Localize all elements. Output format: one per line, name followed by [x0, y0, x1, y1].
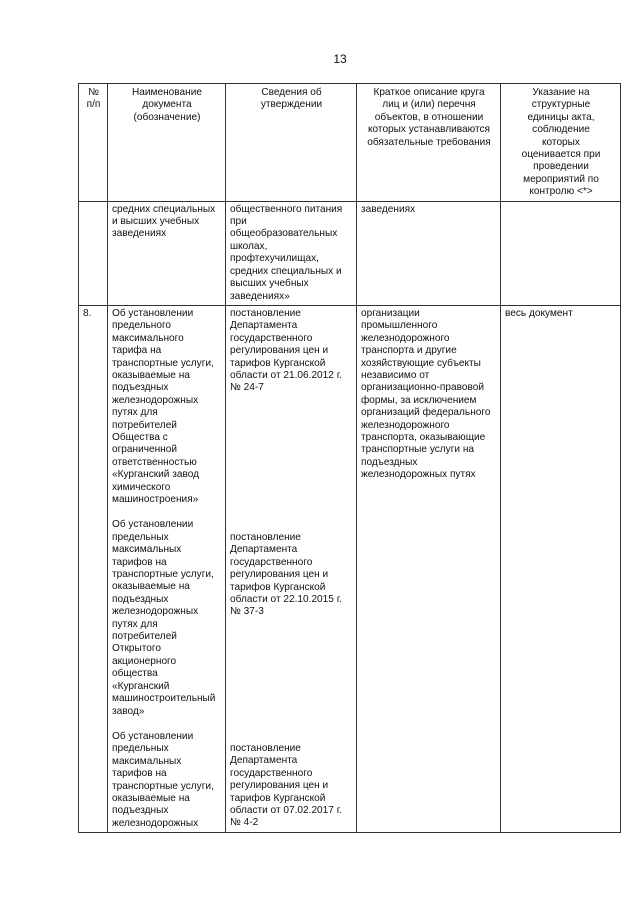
header-description: Краткое описание круга лиц и (или) перечня объектов, в отношении которых устанавливаются обязательные требования	[357, 84, 501, 202]
cell-structural-units: весь документ	[501, 305, 621, 832]
cell-approval-infos	[226, 305, 357, 832]
approval-info-2: постановление Департамента государственного регулирования цен и тарифов Курганской области от 22.10.2015 г. № 37-3	[230, 531, 342, 618]
header-approval-info: Сведения об утверждении	[226, 84, 357, 202]
requirements-table	[78, 83, 621, 833]
cell-description: организации промышленного железнодорожного транспорта и другие хозяйствующие субъекты независимо от организационно-правовой формы, за исключением организаций федерального железнодорожного транспорта, оказывающие транспортные услуги на подъездных железнодорожных путях	[357, 305, 501, 832]
cell-document-names	[108, 305, 226, 832]
approval-info-1: постановление Департамента государственного регулирования цен и тарифов Курганской области от 21.06.2012 г. № 24-7	[230, 307, 342, 394]
cell-number: 8.	[79, 305, 108, 832]
header-number: № п/п	[79, 84, 108, 202]
cell-approval-info: общественного питания при общеобразовательных школах, профтехучилищах, средних специальных и высших учебных заведениях»	[226, 201, 357, 305]
cell-description: заведениях	[357, 201, 501, 305]
table-row	[79, 305, 621, 832]
header-document-name: Наименование документа (обозначение)	[108, 84, 226, 202]
cell-document-name: средних специальных и высших учебных заведениях	[108, 201, 226, 305]
cell-number	[79, 201, 108, 305]
table-row	[79, 201, 621, 305]
page-number: 13	[333, 52, 347, 66]
table-header-row	[79, 84, 621, 202]
document-name-3: Об установлении предельных максимальных тарифов на транспортные услуги, оказываемые на подъездных железнодорожных	[112, 730, 214, 829]
document-name-2: Об установлении предельных максимальных тарифов на транспортные услуги, оказываемые на подъездных железнодорожных путях для потребителей Открытого акционерного общества «Курганский машиностроительный завод»	[112, 519, 216, 717]
header-structural-units: Указание на структурные единицы акта, соблюдение которых оценивается при проведении мероприятий по контролю <*>	[501, 84, 621, 202]
cell-structural-units	[501, 201, 621, 305]
document-name-1: Об установлении предельного максимального тарифа на транспортные услуги, оказываемые на подъездных железнодорожных путях для потребителей Общества с ограниченной ответственностью «Курганский завод химического машиностроения»	[112, 307, 214, 505]
approval-info-3: постановление Департамента государственного регулирования цен и тарифов Курганской области от 07.02.2017 г. № 4-2	[230, 742, 342, 829]
